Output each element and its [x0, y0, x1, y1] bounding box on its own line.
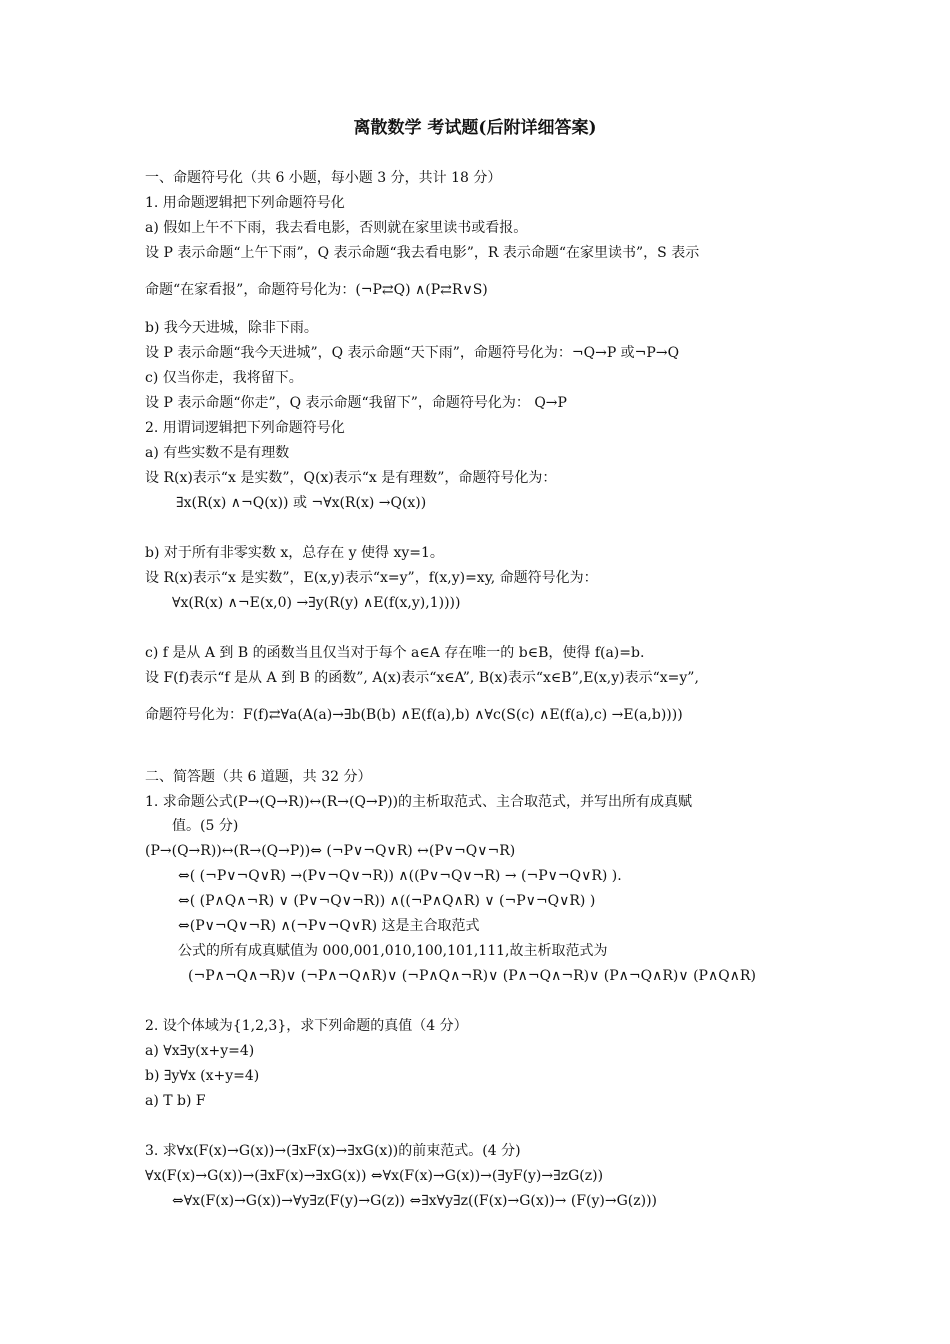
item-1-1-a: a) 假如上午不下雨，我去看电影，否则就在家里读书或看报。 [145, 220, 528, 236]
formula-line: ∃x(R(x) ∧¬Q(x)) 或 ¬∀x(R(x) →Q(x)) [176, 495, 427, 511]
answer-line: 公式的所有成真赋值为 000,001,010,100,101,111,故主析取范式为 [178, 943, 608, 959]
question-2-1-cont: 值。(5 分) [172, 818, 239, 834]
answer-line: 设 F(f)表示“f 是从 A 到 B 的函数”, A(x)表示“x∈A”, B(x)表示“x∈B”,E(x,y)表示“x=y”, [145, 670, 699, 686]
formula-line: ∀x(F(x)→G(x))→(∃xF(x)→∃xG(x)) ⇔∀x(F(x)→G(x))→(∃yF(y)→∃zG(z)) [145, 1168, 604, 1184]
section-1-heading: 一、命题符号化（共 6 小题，每小题 3 分，共计 18 分） [145, 170, 502, 186]
formula-line: ⇔∀x(F(x)→G(x))→∀y∃z(F(y)→G(z)) ⇔∃x∀y∃z((F(x)→G(x))→ (F(y)→G(z))) [172, 1193, 657, 1209]
item-2-2-a: a) ∀x∃y(x+y=4) [145, 1043, 255, 1059]
formula-line: ⇔( (¬P∨¬Q∨R) →(P∨¬Q∨¬R)) ∧((P∨¬Q∨¬R) → (¬P∨¬Q∨R) ). [178, 868, 622, 884]
document-title: 离散数学 考试题(后附详细答案) [353, 118, 597, 138]
question-2-2: 2. 设个体域为{1,2,3}，求下列命题的真值（4 分） [145, 1018, 468, 1034]
formula-line: ⇔( (P∧Q∧¬R) ∨ (P∨¬Q∨¬R)) ∧((¬P∧Q∧R) ∨ (¬P∨¬Q∨R) ) [178, 893, 596, 909]
item-1-1-c: c) 仅当你走，我将留下。 [145, 370, 303, 386]
item-1-2-a: a) 有些实数不是有理数 [145, 445, 290, 461]
formula-line: 命题符号化为：F(f)⇄∀a(A(a)→∃b(B(b) ∧E(f(a),b) ∧∀c(S(c) ∧E(f(a),c) →E(a,b)))) [145, 707, 683, 723]
formula-line: (¬P∧¬Q∧¬R)∨ (¬P∧¬Q∧R)∨ (¬P∧Q∧¬R)∨ (P∧¬Q∧¬R)∨ (P∧¬Q∧R)∨ (P∧Q∧R) [188, 968, 756, 984]
answer-line: a) T b) F [145, 1093, 206, 1109]
formula-line: (P→(Q→R))↔(R→(Q→P))⇔ (¬P∨¬Q∨R) ↔(P∨¬Q∨¬R) [145, 843, 516, 859]
answer-line: 设 R(x)表示“x 是实数”，Q(x)表示“x 是有理数”，命题符号化为： [145, 470, 557, 486]
formula-line: ⇔(P∨¬Q∨¬R) ∧(¬P∨¬Q∨R) 这是主合取范式 [178, 918, 480, 934]
question-1-2: 2. 用谓词逻辑把下列命题符号化 [145, 420, 345, 436]
question-2-3: 3. 求∀x(F(x)→G(x))→(∃xF(x)→∃xG(x))的前束范式。(4 分) [145, 1143, 521, 1159]
section-2-heading: 二、简答题（共 6 道题，共 32 分） [145, 769, 372, 785]
item-1-1-b: b) 我今天进城，除非下雨。 [145, 320, 318, 336]
item-1-2-b: b) 对于所有非零实数 x，总存在 y 使得 xy=1。 [145, 545, 444, 561]
answer-line: 命题“在家看报”，命题符号化为：(¬P⇄Q) ∧(P⇄R∨S) [145, 282, 488, 298]
question-1-1: 1. 用命题逻辑把下列命题符号化 [145, 195, 345, 211]
question-2-1: 1. 求命题公式(P→(Q→R))↔(R→(Q→P))的主析取范式、主合取范式，并写出所有成真赋 [145, 794, 693, 810]
answer-line: 设 P 表示命题“你走”，Q 表示命题“我留下”，命题符号化为： Q→P [145, 395, 567, 411]
answer-line: 设 R(x)表示“x 是实数”，E(x,y)表示“x=y”，f(x,y)=xy, 命题符号化为： [145, 570, 598, 586]
item-2-2-b: b) ∃y∀x (x+y=4) [145, 1068, 260, 1084]
answer-line: 设 P 表示命题“上午下雨”，Q 表示命题“我去看电影”，R 表示命题“在家里读书”，S 表示 [145, 245, 700, 261]
answer-line: 设 P 表示命题“我今天进城”，Q 表示命题“天下雨”，命题符号化为：¬Q→P 或¬P→Q [145, 345, 680, 361]
item-1-2-c: c) f 是从 A 到 B 的函数当且仅当对于每个 a∈A 存在唯一的 b∈B，使得 f(a)=b. [145, 645, 645, 661]
formula-line: ∀x(R(x) ∧¬E(x,0) →∃y(R(y) ∧E(f(x,y),1)))) [172, 595, 461, 611]
